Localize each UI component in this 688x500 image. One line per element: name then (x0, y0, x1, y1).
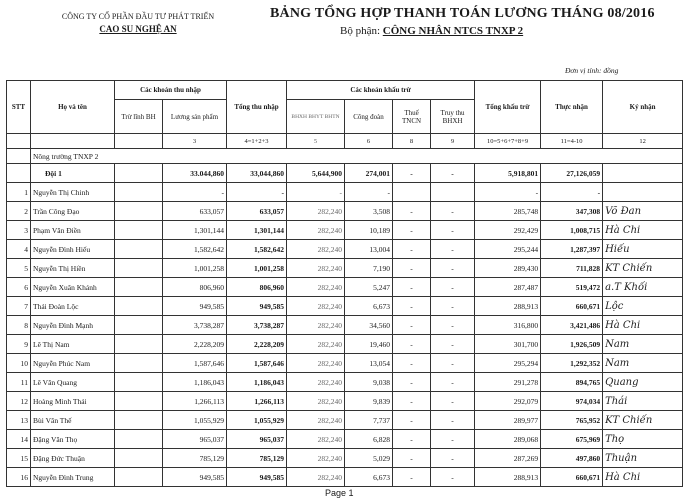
row-bhxh: 282,240 (287, 221, 345, 240)
row-tax: - (393, 392, 431, 411)
col-sign: Ký nhận (603, 81, 683, 134)
table-row (7, 183, 683, 202)
index-cell: 4=1+2+3 (227, 134, 287, 149)
row-product: 1,301,144 (163, 221, 227, 240)
index-cell: 11=4-10 (541, 134, 603, 149)
row-bhxh: - (287, 183, 345, 202)
table-row (7, 316, 683, 335)
row-tax: - (393, 449, 431, 468)
row-total: 785,129 (227, 449, 287, 468)
row-name: Nguyễn Đình Trung (31, 468, 115, 487)
company-name-line2: CAO SU NGHỆ AN (99, 24, 177, 34)
row-product: 949,585 (163, 468, 227, 487)
row-name: Trần Công Đạo (31, 202, 115, 221)
row-stt: 7 (7, 297, 31, 316)
row-total: 965,037 (227, 430, 287, 449)
group-total: 33,044,860 (227, 164, 287, 183)
col-net: Thực nhận (541, 81, 603, 134)
row-net: 519,472 (541, 278, 603, 297)
index-cell (31, 134, 115, 149)
row-total: 1,186,043 (227, 373, 287, 392)
table-row (7, 468, 683, 487)
row-product: 2,228,209 (163, 335, 227, 354)
row-refund: - (431, 240, 475, 259)
row-union: 5,029 (345, 449, 393, 468)
table-row (7, 202, 683, 221)
row-total: - (227, 183, 287, 202)
row-stt: 16 (7, 468, 31, 487)
row-tax: - (393, 468, 431, 487)
row-tax: - (393, 411, 431, 430)
row-union: 13,054 (345, 354, 393, 373)
section-label: Nông trường TNXP 2 (31, 149, 683, 164)
row-net: 974,034 (541, 392, 603, 411)
row-net: 894,765 (541, 373, 603, 392)
row-bh-cell (115, 297, 163, 316)
row-net: 660,671 (541, 468, 603, 487)
row-name: Lê Văn Quang (31, 373, 115, 392)
row-tax (393, 183, 431, 202)
row-union: 5,247 (345, 278, 393, 297)
row-tax: - (393, 373, 431, 392)
row-net: 1,287,397 (541, 240, 603, 259)
row-union: 7,190 (345, 259, 393, 278)
row-name: Thái Đoàn Lộc (31, 297, 115, 316)
group-bhxh: 5,644,900 (287, 164, 345, 183)
col-tax: Thuế TNCN (393, 100, 431, 134)
row-product: 3,738,287 (163, 316, 227, 335)
row-name: Nguyễn Đình Mạnh (31, 316, 115, 335)
row-name: Nguyễn Thị Chinh (31, 183, 115, 202)
row-tax: - (393, 297, 431, 316)
table-row (7, 392, 683, 411)
row-bh-cell (115, 392, 163, 411)
row-total: 633,057 (227, 202, 287, 221)
row-net: 1,292,352 (541, 354, 603, 373)
index-cell: 5 (287, 134, 345, 149)
index-cell (7, 134, 31, 149)
row-bh-cell (115, 335, 163, 354)
row-stt: 8 (7, 316, 31, 335)
row-stt: 4 (7, 240, 31, 259)
row-stt: 10 (7, 354, 31, 373)
row-total-deduct: 288,913 (475, 297, 541, 316)
row-total-deduct: 287,269 (475, 449, 541, 468)
row-union: 6,673 (345, 297, 393, 316)
row-total: 1,266,113 (227, 392, 287, 411)
row-refund: - (431, 335, 475, 354)
row-net: 765,952 (541, 411, 603, 430)
col-stt: STT (7, 81, 31, 134)
group-total-deduct: 5,918,801 (475, 164, 541, 183)
row-bhxh: 282,240 (287, 430, 345, 449)
row-total-deduct: 292,079 (475, 392, 541, 411)
group-refund: - (431, 164, 475, 183)
row-tax: - (393, 221, 431, 240)
row-refund: - (431, 202, 475, 221)
row-product: 633,057 (163, 202, 227, 221)
row-name: Nguyễn Xuân Khánh (31, 278, 115, 297)
row-stt: 12 (7, 392, 31, 411)
row-name: Đặng Đức Thuận (31, 449, 115, 468)
row-signature: Quang (603, 373, 683, 392)
table-row (7, 354, 683, 373)
row-product: 806,960 (163, 278, 227, 297)
row-total-deduct: 291,278 (475, 373, 541, 392)
row-bhxh: 282,240 (287, 297, 345, 316)
row-product: 785,129 (163, 449, 227, 468)
row-total: 1,055,929 (227, 411, 287, 430)
row-bhxh: 282,240 (287, 202, 345, 221)
col-income-product: Lương sản phẩm (163, 100, 227, 134)
row-product: 1,186,043 (163, 373, 227, 392)
row-union: 13,004 (345, 240, 393, 259)
col-bhxh: BHXH BHYT BHTN (287, 100, 345, 134)
col-name: Họ và tên (31, 81, 115, 134)
row-signature: a.T Khối (603, 278, 683, 297)
row-bh-cell (115, 354, 163, 373)
row-union: 9,839 (345, 392, 393, 411)
row-bh-cell (115, 411, 163, 430)
row-total-deduct: 316,800 (475, 316, 541, 335)
row-union: 9,038 (345, 373, 393, 392)
row-refund: - (431, 468, 475, 487)
row-signature (603, 183, 683, 202)
col-income-group: Các khoản thu nhập (115, 81, 227, 100)
row-stt: 2 (7, 202, 31, 221)
row-signature: Thuận (603, 449, 683, 468)
group-product: 33.044,860 (163, 164, 227, 183)
row-bh-cell (115, 202, 163, 221)
row-signature: Hà Chi (603, 468, 683, 487)
index-cell: 10=5+6+7+8+9 (475, 134, 541, 149)
row-product: - (163, 183, 227, 202)
row-bh-cell (115, 468, 163, 487)
table-row (7, 259, 683, 278)
row-union: 3,508 (345, 202, 393, 221)
row-total-deduct: 289,068 (475, 430, 541, 449)
row-name: Nguyễn Thị Hiền (31, 259, 115, 278)
table-row (7, 430, 683, 449)
row-union: - (345, 183, 393, 202)
row-name: Lê Thị Nam (31, 335, 115, 354)
row-signature: Nam (603, 335, 683, 354)
row-union: 34,560 (345, 316, 393, 335)
row-tax: - (393, 278, 431, 297)
row-net: 711,828 (541, 259, 603, 278)
row-bh-cell (115, 373, 163, 392)
document-title: BẢNG TỔNG HỢP THANH TOÁN LƯƠNG THÁNG 08/2016 (270, 6, 655, 21)
row-bhxh: 282,240 (287, 354, 345, 373)
index-cell: 12 (603, 134, 683, 149)
row-total-deduct: - (475, 183, 541, 202)
row-bhxh: 282,240 (287, 259, 345, 278)
row-total-deduct: 295,294 (475, 354, 541, 373)
department-value: CÔNG NHÂN NTCS TNXP 2 (382, 25, 524, 37)
company-header (38, 10, 238, 36)
index-cell: 9 (431, 134, 475, 149)
row-total: 1,587,646 (227, 354, 287, 373)
row-total: 949,585 (227, 297, 287, 316)
row-stt: 11 (7, 373, 31, 392)
index-row (7, 134, 683, 149)
row-net: 660,671 (541, 297, 603, 316)
payroll-table (6, 80, 683, 487)
row-net: 675,969 (541, 430, 603, 449)
row-bh-cell (115, 221, 163, 240)
row-tax: - (393, 259, 431, 278)
row-bh-cell (115, 316, 163, 335)
row-total-deduct: 289,430 (475, 259, 541, 278)
row-net: 347,308 (541, 202, 603, 221)
table-row (7, 240, 683, 259)
row-total-deduct: 295,244 (475, 240, 541, 259)
row-refund (431, 183, 475, 202)
row-bhxh: 282,240 (287, 240, 345, 259)
row-refund: - (431, 354, 475, 373)
row-refund: - (431, 430, 475, 449)
row-refund: - (431, 411, 475, 430)
row-bhxh: 282,240 (287, 278, 345, 297)
row-refund: - (431, 316, 475, 335)
row-total-deduct: 287,487 (475, 278, 541, 297)
table-row (7, 221, 683, 240)
row-product: 1,001,258 (163, 259, 227, 278)
row-refund: - (431, 449, 475, 468)
table-row (7, 411, 683, 430)
row-union: 6,828 (345, 430, 393, 449)
row-bhxh: 282,240 (287, 392, 345, 411)
table-row (7, 335, 683, 354)
index-cell: 8 (393, 134, 431, 149)
row-union: 7,737 (345, 411, 393, 430)
row-net: 3,421,486 (541, 316, 603, 335)
row-total: 1,582,642 (227, 240, 287, 259)
table-row (7, 449, 683, 468)
row-net: 1,008,715 (541, 221, 603, 240)
row-signature: Lộc (603, 297, 683, 316)
department-label: Bộ phận: (340, 25, 381, 37)
row-total: 1,001,258 (227, 259, 287, 278)
row-bh-cell (115, 430, 163, 449)
col-income-bh: Trừ lĩnh BH (115, 100, 163, 134)
table-row (7, 373, 683, 392)
col-union: Công đoàn (345, 100, 393, 134)
col-total-deduct: Tổng khấu trừ (475, 81, 541, 134)
group-row (7, 164, 683, 183)
row-product: 965,037 (163, 430, 227, 449)
row-refund: - (431, 221, 475, 240)
row-stt: 15 (7, 449, 31, 468)
company-name-line1: CÔNG TY CỔ PHẦN ĐẦU TƯ PHÁT TRIỂN (61, 12, 215, 21)
row-refund: - (431, 259, 475, 278)
row-signature: Hiếu (603, 240, 683, 259)
row-tax: - (393, 335, 431, 354)
row-name: Bùi Văn Thế (31, 411, 115, 430)
row-tax: - (393, 430, 431, 449)
index-cell (115, 134, 163, 149)
index-cell: 6 (345, 134, 393, 149)
department-line (340, 25, 523, 37)
row-refund: - (431, 278, 475, 297)
row-product: 949,585 (163, 297, 227, 316)
page-number: Page 1 (322, 488, 357, 498)
row-union: 6,673 (345, 468, 393, 487)
table-row (7, 297, 683, 316)
row-stt: 3 (7, 221, 31, 240)
row-total: 2,228,209 (227, 335, 287, 354)
row-name: Hoàng Minh Thái (31, 392, 115, 411)
row-net: 1,926,509 (541, 335, 603, 354)
row-name: Phạm Văn Điền (31, 221, 115, 240)
row-total: 806,960 (227, 278, 287, 297)
col-deduct-group: Các khoản khấu trừ (287, 81, 475, 100)
row-total-deduct: 289,977 (475, 411, 541, 430)
row-bh-cell (115, 259, 163, 278)
row-union: 10,189 (345, 221, 393, 240)
section-row (7, 149, 683, 164)
row-bhxh: 282,240 (287, 316, 345, 335)
row-tax: - (393, 316, 431, 335)
row-signature: Thái (603, 392, 683, 411)
row-bhxh: 282,240 (287, 335, 345, 354)
index-cell: 3 (163, 134, 227, 149)
row-signature: KT Chiến (603, 411, 683, 430)
row-bh-cell (115, 449, 163, 468)
row-net: - (541, 183, 603, 202)
row-bh-cell (115, 278, 163, 297)
row-product: 1,055,929 (163, 411, 227, 430)
row-total: 949,585 (227, 468, 287, 487)
row-tax: - (393, 202, 431, 221)
group-name: Đội 1 (31, 164, 115, 183)
table-row (7, 278, 683, 297)
group-union: 274,001 (345, 164, 393, 183)
group-tax: - (393, 164, 431, 183)
row-name: Nguyễn Đình Hiếu (31, 240, 115, 259)
row-signature: Võ Đan (603, 202, 683, 221)
col-bhxh-refund: Truy thu BHXH (431, 100, 475, 134)
row-bhxh: 282,240 (287, 411, 345, 430)
row-stt: 9 (7, 335, 31, 354)
row-union: 19,460 (345, 335, 393, 354)
row-bh-cell (115, 240, 163, 259)
row-refund: - (431, 392, 475, 411)
currency-unit-note: Đơn vị tính: đồng (565, 66, 619, 75)
group-net: 27,126,059 (541, 164, 603, 183)
row-total-deduct: 285,748 (475, 202, 541, 221)
row-total-deduct: 301,700 (475, 335, 541, 354)
row-signature: Hà Chi (603, 221, 683, 240)
row-total: 3,738,287 (227, 316, 287, 335)
row-stt: 14 (7, 430, 31, 449)
row-total: 1,301,144 (227, 221, 287, 240)
row-tax: - (393, 240, 431, 259)
row-name: Đặng Văn Thọ (31, 430, 115, 449)
row-tax: - (393, 354, 431, 373)
row-net: 497,860 (541, 449, 603, 468)
row-total-deduct: 288,913 (475, 468, 541, 487)
row-signature: KT Chiến (603, 259, 683, 278)
row-bhxh: 282,240 (287, 468, 345, 487)
row-bh-cell (115, 183, 163, 202)
row-signature: Nam (603, 354, 683, 373)
row-product: 1,582,642 (163, 240, 227, 259)
row-bhxh: 282,240 (287, 449, 345, 468)
row-signature: Hà Chi (603, 316, 683, 335)
row-product: 1,266,113 (163, 392, 227, 411)
row-stt: 13 (7, 411, 31, 430)
row-bhxh: 282,240 (287, 373, 345, 392)
row-stt: 1 (7, 183, 31, 202)
row-name: Nguyễn Phúc Nam (31, 354, 115, 373)
row-stt: 5 (7, 259, 31, 278)
row-total-deduct: 292,429 (475, 221, 541, 240)
row-product: 1,587,646 (163, 354, 227, 373)
row-refund: - (431, 373, 475, 392)
row-stt: 6 (7, 278, 31, 297)
row-signature: Thọ (603, 430, 683, 449)
row-refund: - (431, 297, 475, 316)
col-total-income: Tổng thu nhập (227, 81, 287, 134)
